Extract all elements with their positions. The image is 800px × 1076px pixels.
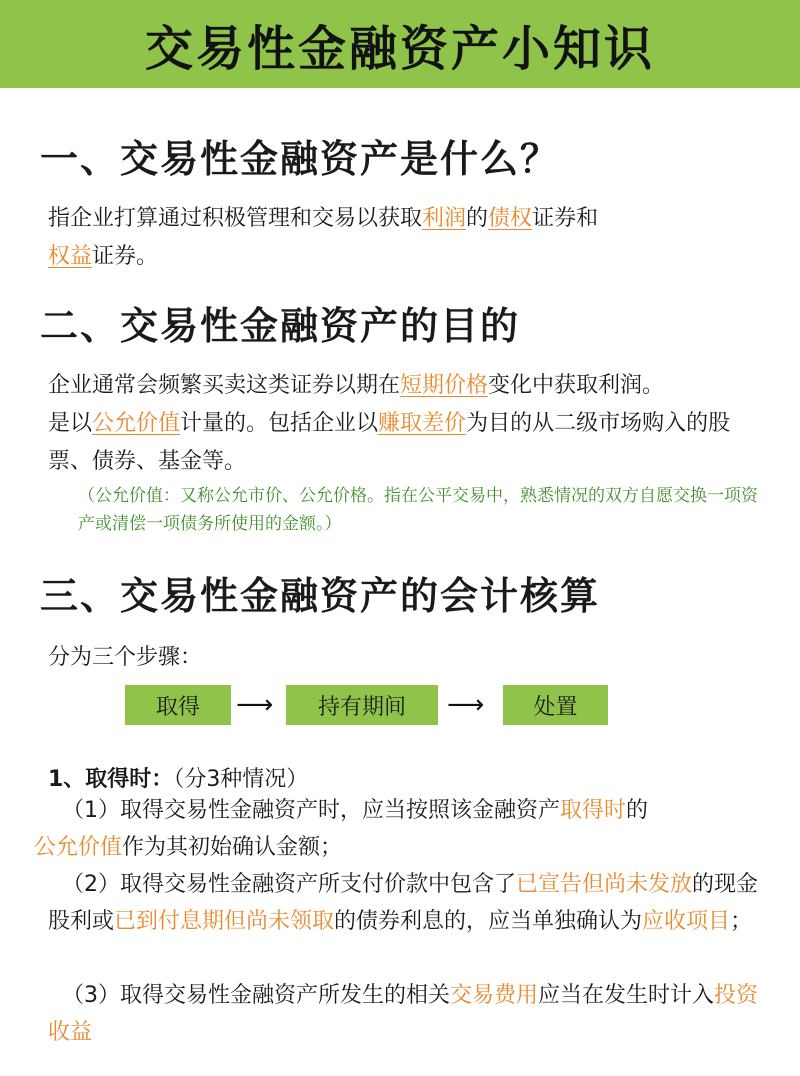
step-disposal: 处置	[503, 685, 608, 725]
highlight-declared-unpaid: 已宣告但尚未发放	[516, 872, 693, 897]
title-banner	[0, 0, 800, 88]
case-item-2	[48, 866, 768, 940]
highlight-short-term-price: 短期价格	[400, 373, 489, 398]
section2-text: 是以	[48, 411, 93, 436]
subheading-label: 1、取得时：	[48, 767, 174, 792]
section2-heading: 二、交易性金融资产的目的	[40, 304, 521, 348]
highlight-fair-value: 公允价值	[92, 411, 181, 436]
section1-heading: 一、交易性金融资产是什么？	[40, 137, 561, 181]
section2-paragraph	[48, 367, 768, 481]
section3-heading: 三、交易性金融资产的会计核算	[40, 574, 601, 618]
highlight-investment-income: 投资收益	[48, 983, 759, 1045]
case-text: 的现金股利或	[48, 872, 759, 934]
arrow-icon: ⟶	[236, 690, 274, 720]
case-text: ；	[730, 909, 753, 934]
section2-text: 为目的从二级市场购入的股票、债券、基金等。	[48, 411, 731, 474]
section2-text: 企业通常会频繁买卖这类证券以期在	[48, 373, 401, 398]
highlight-acquisition-time: 取得时	[560, 798, 627, 823]
highlight-equity: 权益	[48, 244, 93, 269]
steps-intro: 分为三个步骤：	[48, 645, 203, 670]
page-title: 交易性金融资产小知识	[144, 20, 655, 77]
highlight-fair-value: 公允价值	[34, 835, 123, 860]
arrow-icon: ⟶	[447, 690, 485, 720]
case-text: （3）取得交易性金融资产所发生的相关	[62, 983, 450, 1008]
section1-text: 的	[466, 206, 489, 231]
highlight-transaction-cost: 交易费用	[450, 983, 539, 1008]
case-item-1	[34, 792, 768, 866]
highlight-debt: 债权	[488, 206, 533, 231]
section2-text: 变化中获取利润。	[488, 373, 665, 398]
section1-text: 证券。	[92, 244, 159, 269]
step-acquire: 取得	[125, 685, 231, 725]
section1-text: 指企业打算通过积极管理和交易以获取	[48, 206, 423, 231]
section2-text: 计量的。包括企业以	[180, 411, 379, 436]
fair-value-note: （公允价值：又称公允市价、公允价格。指在公平交易中，熟悉情况的双方自愿交换一项资产或清偿一项债务所使用的金额。）	[78, 486, 758, 534]
highlight-profit: 利润	[422, 206, 467, 231]
case-item-3	[48, 977, 768, 1051]
highlight-due-unreceived: 已到付息期但尚未领取	[114, 909, 335, 934]
case-text: 应当在发生时计入	[538, 983, 715, 1008]
step-holding-period: 持有期间	[286, 685, 438, 725]
case-text: 的	[626, 798, 649, 823]
highlight-earn-spread: 赚取差价	[378, 411, 467, 436]
section1-paragraph	[48, 200, 768, 276]
highlight-receivable: 应收项目	[642, 909, 731, 934]
case-text: 的债券利息的，应当单独确认为	[334, 909, 643, 934]
section1-text: 证券和	[532, 206, 599, 231]
case-text: （2）取得交易性金融资产所支付价款中包含了	[62, 872, 516, 897]
acquisition-subheading	[48, 762, 308, 793]
case-text: （1）取得交易性金融资产时，应当按照该金融资产	[62, 798, 560, 823]
case-text: 作为其初始确认金额；	[122, 835, 343, 860]
subheading-paren: （分3种情况）	[173, 767, 309, 792]
